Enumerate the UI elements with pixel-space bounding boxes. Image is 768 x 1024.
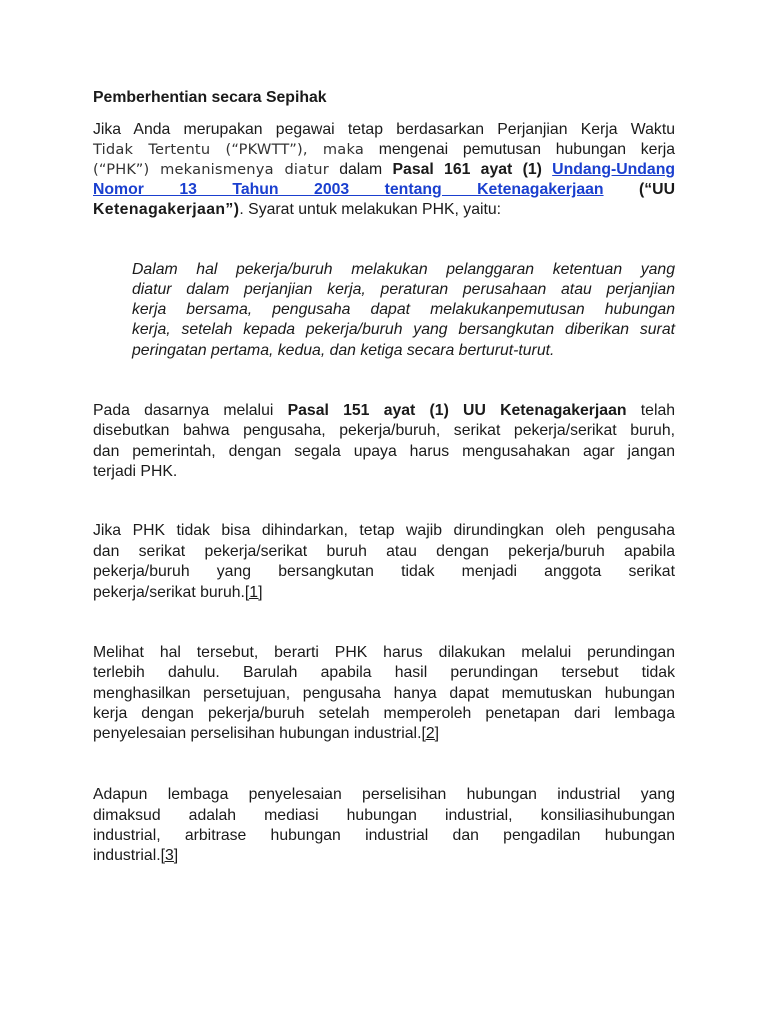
footnote-link-1[interactable]: [1]	[244, 584, 263, 601]
p3-line-4	[93, 583, 675, 603]
p2-line-3: dan pemerintah, dengan segala upaya harus mengusahakan agar jangan	[93, 443, 675, 460]
uu-link-part-1[interactable]: Undang-Undang	[552, 161, 676, 178]
p2-line-1-c: telah	[640, 402, 676, 419]
section-heading: Pemberhentian secara Sepihak	[93, 89, 327, 106]
p3-line-3: pekerja/buruh yang bersangkutan tidak menjadi anggota serikat	[93, 563, 675, 580]
p1-line-5-rest: . Syarat untuk melakukan PHK, yaitu:	[239, 201, 502, 218]
uu-link-part-2[interactable]: Nomor 13 Tahun 2003 tentang Ketenagakerjaan	[93, 181, 604, 198]
p1-line-3-thin: (“PHK”) mekanismenya diatur	[93, 161, 329, 178]
p1-line-2-thin: Tidak Tertentu (“PKWTT”), maka	[93, 141, 364, 158]
footnote-link-3[interactable]: [3]	[160, 847, 179, 864]
p5-line-3: industrial, arbitrase hubungan industrial dan pengadilan hubungan	[93, 827, 675, 844]
p3-line-1: Jika PHK tidak bisa dihindarkan, tetap wajib dirundingkan oleh pengusaha	[93, 522, 675, 539]
p3-line-4-text: pekerja/serikat buruh.	[93, 584, 245, 601]
p1-line-2-rest: mengenai pemutusan hubungan kerja	[378, 141, 675, 158]
p4-line-2: terlebih dahulu. Barulah apabila hasil perundingan tersebut tidak	[93, 664, 675, 681]
pasal-161-ref: Pasal 161 ayat (1)	[392, 161, 542, 178]
quote-line-5: peringatan pertama, kedua, dan ketiga secara berturut-turut.	[132, 342, 555, 359]
p1-line-3-dalam: dalam	[339, 161, 383, 178]
quote-line-3: kerja bersama, pengusaha dapat melakukanpemutusan hubungan	[132, 301, 675, 318]
p2-line-1-a: Pada dasarnya melalui	[93, 402, 274, 419]
p1-line-2	[93, 140, 675, 160]
p4-line-5	[93, 724, 675, 744]
quote-line-2: diatur dalam perjanjian kerja, peraturan perusahaan atau perjanjian	[132, 281, 675, 298]
uu-abbrev-close: Ketenagakerjaan”)	[93, 201, 240, 218]
p5-line-4	[93, 846, 675, 866]
quote-line-4: kerja, setelah kepada pekerja/buruh yang bersangkutan diberikan surat	[132, 321, 675, 338]
quote-line-1: Dalam hal pekerja/buruh melakukan pelanggaran ketentuan yang	[132, 261, 675, 278]
p4-line-3: menghasilkan persetujuan, pengusaha hanya dapat memutuskan hubungan	[93, 685, 675, 702]
p1-line-3	[93, 160, 675, 180]
p1-line-1: Jika Anda merupakan pegawai tetap berdasarkan Perjanjian Kerja Waktu	[93, 121, 675, 138]
p5-line-1: Adapun lembaga penyelesaian perselisihan hubungan industrial yang	[93, 786, 675, 803]
footnote-link-2[interactable]: [2]	[421, 725, 440, 742]
p1-line-4	[93, 180, 675, 200]
p4-line-5-text: penyelesaian perselisihan hubungan industrial.	[93, 725, 422, 742]
p4-line-4: kerja dengan pekerja/buruh setelah memperoleh penetapan dari lembaga	[93, 705, 675, 722]
p2-line-4: terjadi PHK.	[93, 463, 178, 480]
p5-line-2: dimaksud adalah mediasi hubungan industrial, konsiliasihubungan	[93, 807, 675, 824]
p4-line-1: Melihat hal tersebut, berarti PHK harus dilakukan melalui perundingan	[93, 644, 675, 661]
p5-line-4-text: industrial.	[93, 847, 161, 864]
p1-line-5	[93, 200, 675, 220]
p3-line-2: dan serikat pekerja/serikat buruh atau dengan pekerja/buruh apabila	[93, 543, 675, 560]
pasal-151-ref: Pasal 151 ayat (1) UU Ketenagakerjaan	[287, 402, 627, 419]
p2-line-2: disebutkan bahwa pengusaha, pekerja/buruh, serikat pekerja/serikat buruh,	[93, 422, 675, 439]
p2-line-1	[93, 401, 675, 421]
uu-abbrev-open: (“UU	[639, 181, 675, 198]
